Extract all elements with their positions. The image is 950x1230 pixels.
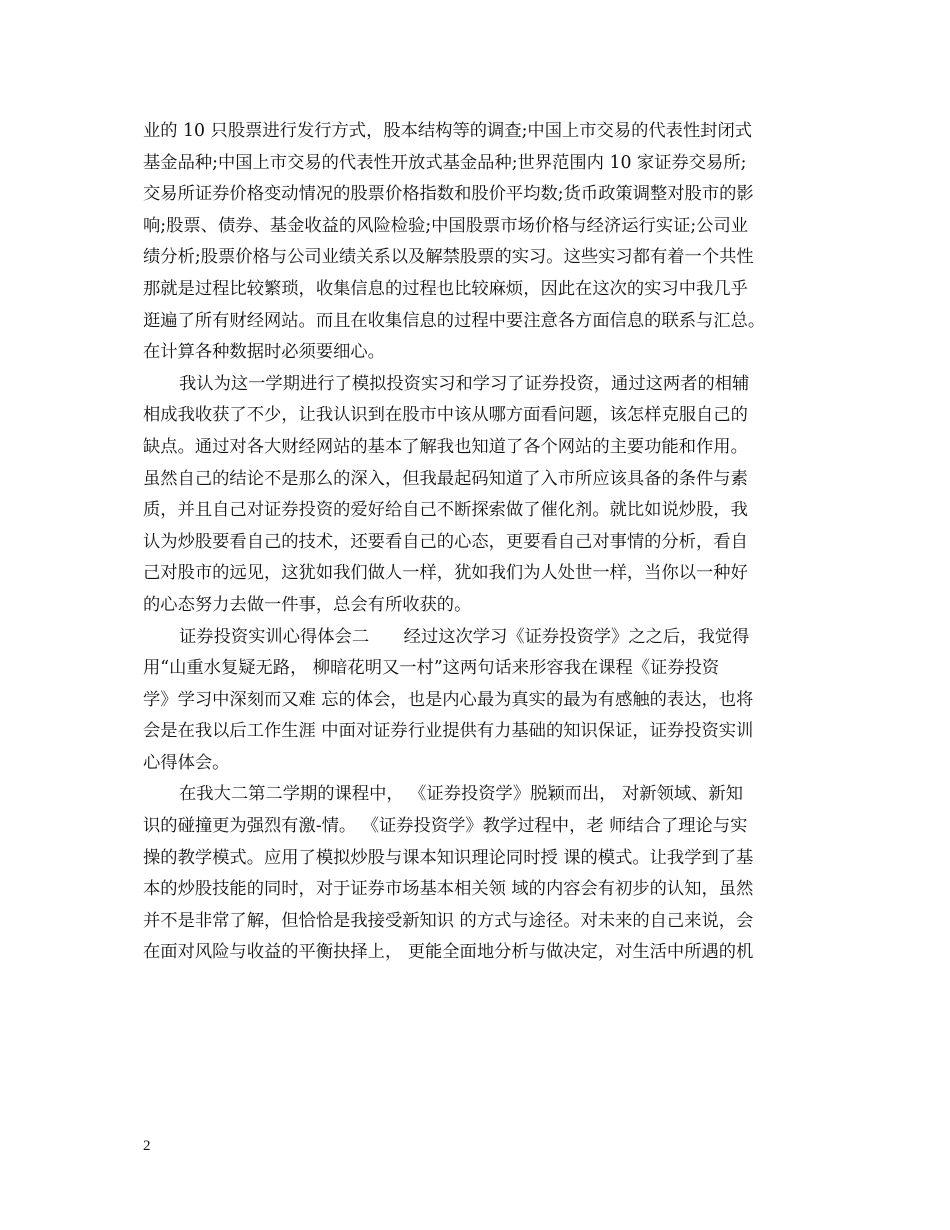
text-line: 操的教学模式。应用了模拟炒股与课本知识理论同时授 课的模式。让我学到了基 <box>143 847 754 868</box>
text-line: 缺点。通过对各大财经网站的基本了解我也知道了各个网站的主要功能和作用。 <box>143 436 748 457</box>
text-line: 虽然自己的结论不是那么的深入，但我最起码知道了入市所应该具备的条件与素 <box>143 468 748 489</box>
paragraph-reflection <box>143 369 823 622</box>
paragraph-continued <box>143 116 823 369</box>
text-line: 那就是过程比较繁琐，收集信息的过程也比较麻烦，因此在这次的实习中我几乎 <box>143 278 748 299</box>
text-line: 本的炒股技能的同时，对于证券市场基本相关领 域的内容会有初步的认知，虽然 <box>143 879 754 900</box>
paragraph-course <box>143 779 823 969</box>
text-line: 交易所证券价格变动情况的股票价格指数和股价平均数;货币政策调整对股市的影 <box>143 184 754 205</box>
text-line: 用“山重水复疑无路， 柳暗花明又一村”这两句话来形容我在课程《证券投资 <box>143 658 720 679</box>
text-line: 在计算各种数据时必须要细心。 <box>143 342 385 363</box>
text-line: 己对股市的远见，这犹如我们做人一样，犹如我们为人处世一样，当你以一种好 <box>143 563 748 584</box>
text-line: 心得体会。 <box>143 752 230 773</box>
text-line: 基金品种;中国上市交易的代表性开放式基金品种;世界范围内 10 家证券交易所; <box>143 152 747 173</box>
text-line: 响;股票、债券、基金收益的风险检验;中国股票市场价格与经济运行实证;公司业 <box>143 215 749 236</box>
body-text <box>143 116 823 969</box>
text-line: 我认为这一学期进行了模拟投资实习和学习了证券投资，通过这两者的相辅 <box>179 373 750 394</box>
text-line: 识的碰撞更为强烈有激-情。 《证券投资学》教学过程中，老 师结合了理论与实 <box>143 816 748 837</box>
text-line: 并不是非常了解，但恰恰是我接受新知识 的方式与途径。对未来的自己来说，会 <box>143 910 754 931</box>
text-line: 会是在我以后工作生涯 中面对证券行业提供有力基础的知识保证，证券投资实训 <box>143 721 754 742</box>
text-line: 在面对风险与收益的平衡抉择上， 更能全面地分析与做决定，对生活中所遇的机 <box>143 942 754 963</box>
text-line: 绩分析;股票价格与公司业绩关系以及解禁股票的实习。这些实习都有着一个共性 <box>143 247 754 268</box>
text-line: 在我大二第二学期的课程中， 《证券投资学》脱颖而出， 对新领域、新知 <box>179 784 743 805</box>
text-line: 质，并且自己对证券投资的爱好给自己不断探索做了催化剂。就比如说炒股，我 <box>143 500 748 521</box>
text-line: 学》学习中深刻而又难 忘的体会，也是内心最为真实的最为有感触的表达，也将 <box>143 689 754 710</box>
paragraph-section-two <box>143 622 823 780</box>
text-line: 的心态努力去做一件事，总会有所收获的。 <box>143 594 472 615</box>
text-line: 相成我收获了不少，让我认识到在股市中该从哪方面看问题，该怎样克服自己的 <box>143 405 748 426</box>
text-line: 认为炒股要看自己的技术，还要看自己的心态，更要看自己对事情的分析，看自 <box>143 531 748 552</box>
text-line: 逛遍了所有财经网站。而且在收集信息的过程中要注意各方面信息的联系与汇总。 <box>143 310 766 331</box>
page-number: 2 <box>143 1138 151 1154</box>
text-line: 业的 10 只股票进行发行方式，股本结构等的调查;中国上市交易的代表性封闭式 <box>143 121 753 141</box>
text-line: 证券投资实训心得体会二 经过这次学习《证券投资学》之之后，我觉得 <box>179 626 750 647</box>
